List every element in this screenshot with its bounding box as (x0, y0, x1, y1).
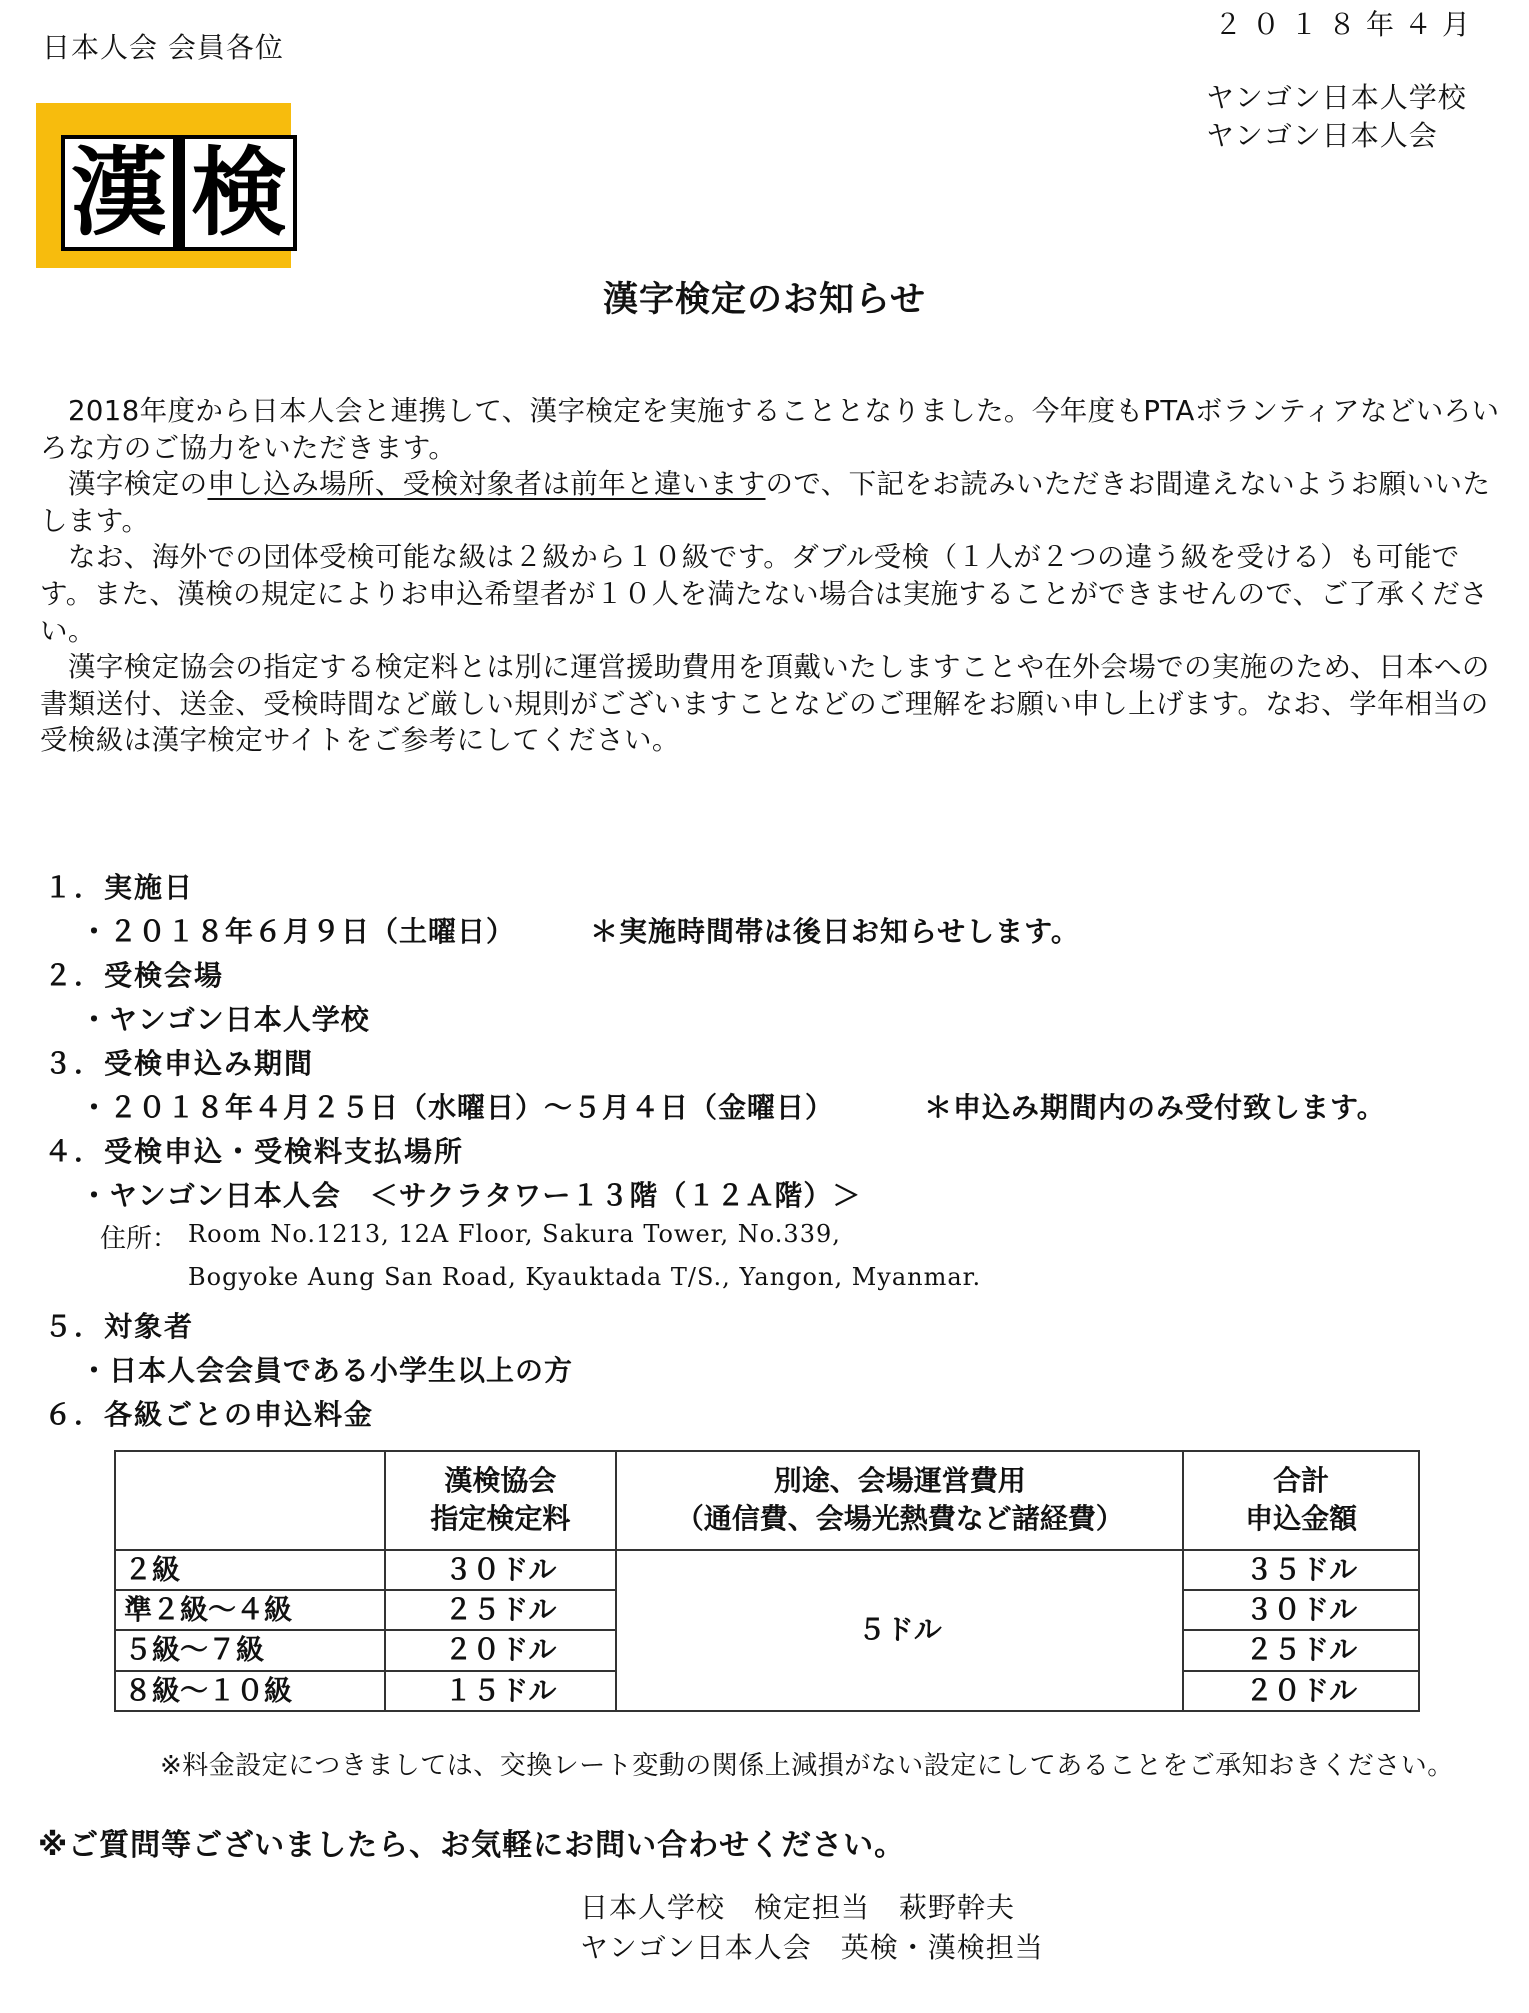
section-1-date: ・２０１８年６月９日（土曜日） (80, 915, 516, 948)
grade-cell: ２級 (115, 1550, 385, 1590)
fee-note: ※料金設定につきましては、交換レート変動の関係上減損がない設定にしてあることをご承知おきください。 (160, 1751, 1454, 1781)
kanken-logo (36, 103, 291, 268)
table-row (115, 1550, 1419, 1590)
section-1-note: ＊実施時間帯は後日お知らせします。 (590, 915, 1080, 948)
fee-table (114, 1450, 1420, 1712)
paragraph-4: 漢字検定協会の指定する検定料とは別に運営援助費用を頂戴いたしますことや在外会場での実施のため、日本への書類送付、送金、受検時間など厳しい規則がございますことなどのご理解をお願い申し上げます。なお、学年相当の受検級は漢字検定サイトをご参考にしてください。 (40, 651, 1490, 757)
underlined-notice: 申し込み場所、受検対象者は前年と違います (207, 468, 766, 501)
shared-venue-fee: ５ドル (616, 1550, 1183, 1711)
paragraph-3: なお、海外での団体受検可能な級は２級から１０級です。ダブル受検（１人が２つの違う級を受ける）も可能です。また、漢検の規定によりお申込希望者が１０人を満たない場合は実施することができませんので、ご了承ください。 (40, 541, 1489, 647)
section-6-heading: ６．各級ごとの申込料金 (44, 1398, 375, 1431)
grade-cell: ８級～１０級 (115, 1671, 385, 1711)
contact-school: 日本人学校 検定担当 萩野幹夫 (580, 1891, 1016, 1924)
paragraph-2: 漢字検定の申し込み場所、受検対象者は前年と違いますので、下記をお読みいただきお間違えないようお願いいたします。 (40, 468, 1491, 537)
section-5-heading: ５．対象者 (44, 1310, 195, 1343)
grade-cell: 準２級～４級 (115, 1590, 385, 1630)
sender-association: ヤンゴン日本人会 (1206, 119, 1438, 152)
header-total: 合計 申込金額 (1183, 1451, 1419, 1550)
sender-school: ヤンゴン日本人学校 (1206, 81, 1467, 114)
fee-cell: １５ドル (385, 1671, 617, 1711)
body-text (40, 393, 1500, 759)
recipient-line: 日本人会 会員各位 (42, 31, 284, 64)
logo-char-ken: 検 (185, 139, 293, 247)
closing-line: ※ご質問等ございましたら、お気軽にお問い合わせください。 (38, 1828, 906, 1863)
section-2-venue: ・ヤンゴン日本人学校 (80, 1003, 370, 1036)
section-3-period: ・２０１８年４月２５日（水曜日）～５月４日（金曜日） (80, 1091, 835, 1124)
fee-cell: ３０ドル (385, 1550, 617, 1590)
address-line-2: Bogyoke Aung San Road, Kyauktada T/S., Yangon, Myanmar. (188, 1263, 982, 1291)
total-cell: ３５ドル (1183, 1550, 1419, 1590)
fee-cell: ２５ドル (385, 1590, 617, 1630)
contact-association: ヤンゴン日本人会 英検・漢検担当 (580, 1931, 1044, 1964)
section-5-eligibility: ・日本人会会員である小学生以上の方 (80, 1354, 574, 1387)
section-4-place: ・ヤンゴン日本人会 ＜サクラタワー１３階（１２Ａ階）＞ (80, 1179, 862, 1212)
logo-char-kan: 漢 (65, 139, 173, 247)
section-1-heading: １．実施日 (44, 871, 195, 904)
header-grade (115, 1451, 385, 1550)
total-cell: ３０ドル (1183, 1590, 1419, 1630)
fee-cell: ２０ドル (385, 1630, 617, 1670)
total-cell: ２５ドル (1183, 1630, 1419, 1670)
header-fee: 漢検協会 指定検定料 (385, 1451, 617, 1550)
grade-cell: ５級～７級 (115, 1630, 385, 1670)
address-line-1: Room No.1213, 12A Floor, Sakura Tower, No.339, (188, 1220, 841, 1248)
total-cell: ２０ドル (1183, 1671, 1419, 1711)
page-title: 漢字検定のお知らせ (603, 280, 926, 320)
paragraph-1: 2018年度から日本人会と連携して、漢字検定を実施することとなりました。今年度もPTAボランティアなどいろいろな方のご協力をいただきます。 (40, 395, 1500, 464)
issue-date: ２０１８年４月 (1214, 8, 1481, 41)
header-venue-cost: 別途、会場運営費用 （通信費、会場光熱費など諸経費） (616, 1451, 1183, 1550)
section-3-note: ＊申込み期間内のみ受付致します。 (924, 1091, 1386, 1124)
section-2-heading: ２．受検会場 (44, 959, 225, 992)
fee-table-header (115, 1451, 1419, 1550)
address-label: 住所： (100, 1224, 179, 1254)
section-4-heading: ４．受検申込・受検料支払場所 (44, 1135, 465, 1168)
section-3-heading: ３．受検申込み期間 (44, 1047, 315, 1080)
